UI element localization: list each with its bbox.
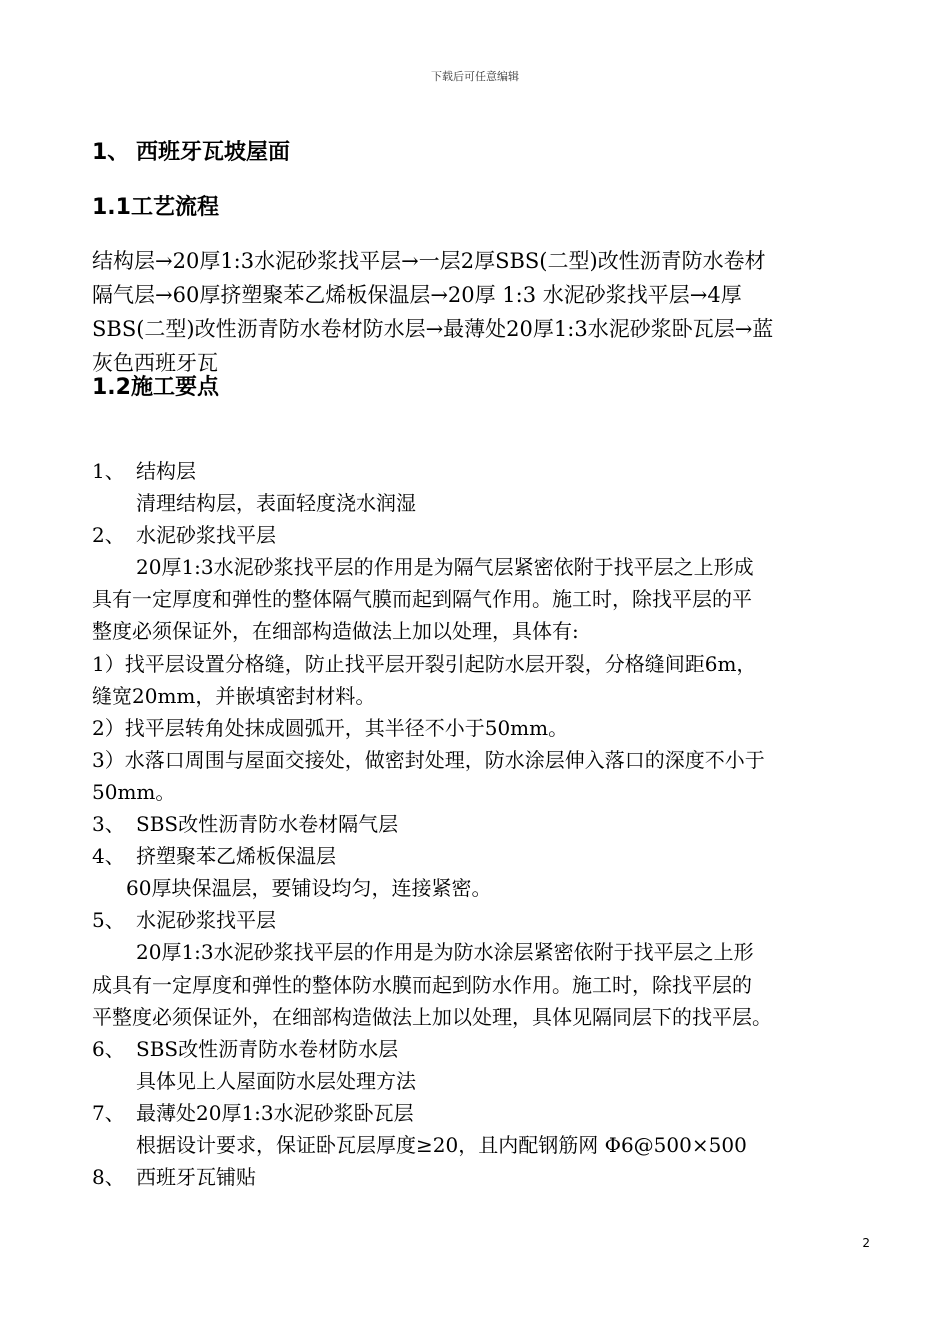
list-item-title: 挤塑聚苯乙烯板保温层 bbox=[136, 844, 336, 869]
section-title: 西班牙瓦坡屋面 bbox=[136, 140, 291, 165]
paragraph-line: 缝宽20mm，并嵌填密封材料。 bbox=[92, 683, 376, 708]
list-item-title: 最薄处20厚1:3水泥砂浆卧瓦层 bbox=[136, 1100, 414, 1125]
list-item-description: 根据设计要求，保证卧瓦层厚度≥20，且内配钢筋网 Φ6@500×500 bbox=[136, 1132, 747, 1157]
list-item-title: 结构层 bbox=[136, 459, 196, 483]
list-item-number: 7、 bbox=[92, 1100, 125, 1125]
list-item-title: 水泥砂浆找平层 bbox=[136, 523, 276, 548]
paragraph-line: 2）找平层转角处抹成圆弧开，其半径不小于50mm。 bbox=[92, 715, 569, 740]
paragraph-line: 成具有一定厚度和弹性的整体防水膜而起到防水作用。施工时，除找平层的 bbox=[92, 972, 752, 997]
list-item-heading bbox=[92, 1097, 870, 1129]
page-number: 2 bbox=[862, 1236, 870, 1250]
flow-line: 灰色西班牙瓦 bbox=[92, 351, 218, 375]
process-flow-paragraph bbox=[92, 244, 870, 380]
list-item-description: 60厚块保温层，要铺设均匀，连接紧密。 bbox=[126, 876, 492, 901]
list-item-heading bbox=[92, 1033, 870, 1065]
flow-line: SBS(二型)改性沥青防水卷材防水层→最薄处20厚1:3水泥砂浆卧瓦层→蓝 bbox=[92, 317, 774, 341]
subheading-key-points: 1.2施工要点 bbox=[92, 375, 219, 400]
list-item-heading bbox=[92, 1161, 870, 1193]
list-item-number: 8、 bbox=[92, 1165, 125, 1190]
list-item-heading bbox=[92, 519, 870, 551]
list-item-title: SBS改性沥青防水卷材隔气层 bbox=[136, 812, 399, 837]
flow-line: 隔气层→60厚挤塑聚苯乙烯板保温层→20厚 1:3 水泥砂浆找平层→4厚 bbox=[92, 283, 742, 307]
paragraph-line: 平整度必须保证外，在细部构造做法上加以处理，具体见隔同层下的找平层。 bbox=[92, 1004, 772, 1029]
subheading-process-flow: 1.1工艺流程 bbox=[92, 195, 219, 220]
list-item-number: 6、 bbox=[92, 1036, 125, 1061]
paragraph-line: 50mm。 bbox=[92, 779, 176, 804]
list-item-description: 清理结构层，表面轻度浇水润湿 bbox=[136, 491, 416, 516]
paragraph-line: 1）找平层设置分格缝，防止找平层开裂引起防水层开裂，分格缝间距6m， bbox=[92, 651, 757, 676]
list-item-heading bbox=[92, 840, 870, 872]
section-heading bbox=[92, 135, 290, 166]
list-item-heading bbox=[92, 904, 870, 936]
list-item-number: 5、 bbox=[92, 908, 125, 933]
paragraph-line: 20厚1:3水泥砂浆找平层的作用是为防水涂层紧密依附于找平层之上形 bbox=[136, 940, 754, 965]
list-item-heading bbox=[92, 808, 870, 840]
paragraph-line: 20厚1:3水泥砂浆找平层的作用是为隔气层紧密依附于找平层之上形成 bbox=[136, 555, 754, 580]
list-item-description: 具体见上人屋面防水层处理方法 bbox=[136, 1068, 416, 1093]
key-points-list bbox=[92, 455, 870, 1193]
flow-line: 结构层→20厚1:3水泥砂浆找平层→一层2厚SBS(二型)改性沥青防水卷材 bbox=[92, 249, 766, 273]
list-item-number: 1、 bbox=[92, 459, 125, 483]
paragraph-line: 具有一定厚度和弹性的整体隔气膜而起到隔气作用。施工时，除找平层的平 bbox=[92, 587, 752, 612]
list-item-title: 西班牙瓦铺贴 bbox=[136, 1165, 256, 1190]
list-item-number: 2、 bbox=[92, 523, 125, 548]
list-item-heading bbox=[92, 455, 870, 487]
list-item-number: 4、 bbox=[92, 844, 125, 869]
paragraph-line: 整度必须保证外，在细部构造做法上加以处理，具体有: bbox=[92, 619, 579, 644]
section-number: 1、 bbox=[92, 140, 130, 165]
page-header: 下载后可任意编辑 bbox=[431, 70, 519, 83]
list-item-number: 3、 bbox=[92, 812, 125, 837]
list-item-title: 水泥砂浆找平层 bbox=[136, 908, 276, 933]
paragraph-line: 3）水落口周围与屋面交接处，做密封处理，防水涂层伸入落口的深度不小于 bbox=[92, 747, 765, 772]
list-item-title: SBS改性沥青防水卷材防水层 bbox=[136, 1036, 399, 1061]
